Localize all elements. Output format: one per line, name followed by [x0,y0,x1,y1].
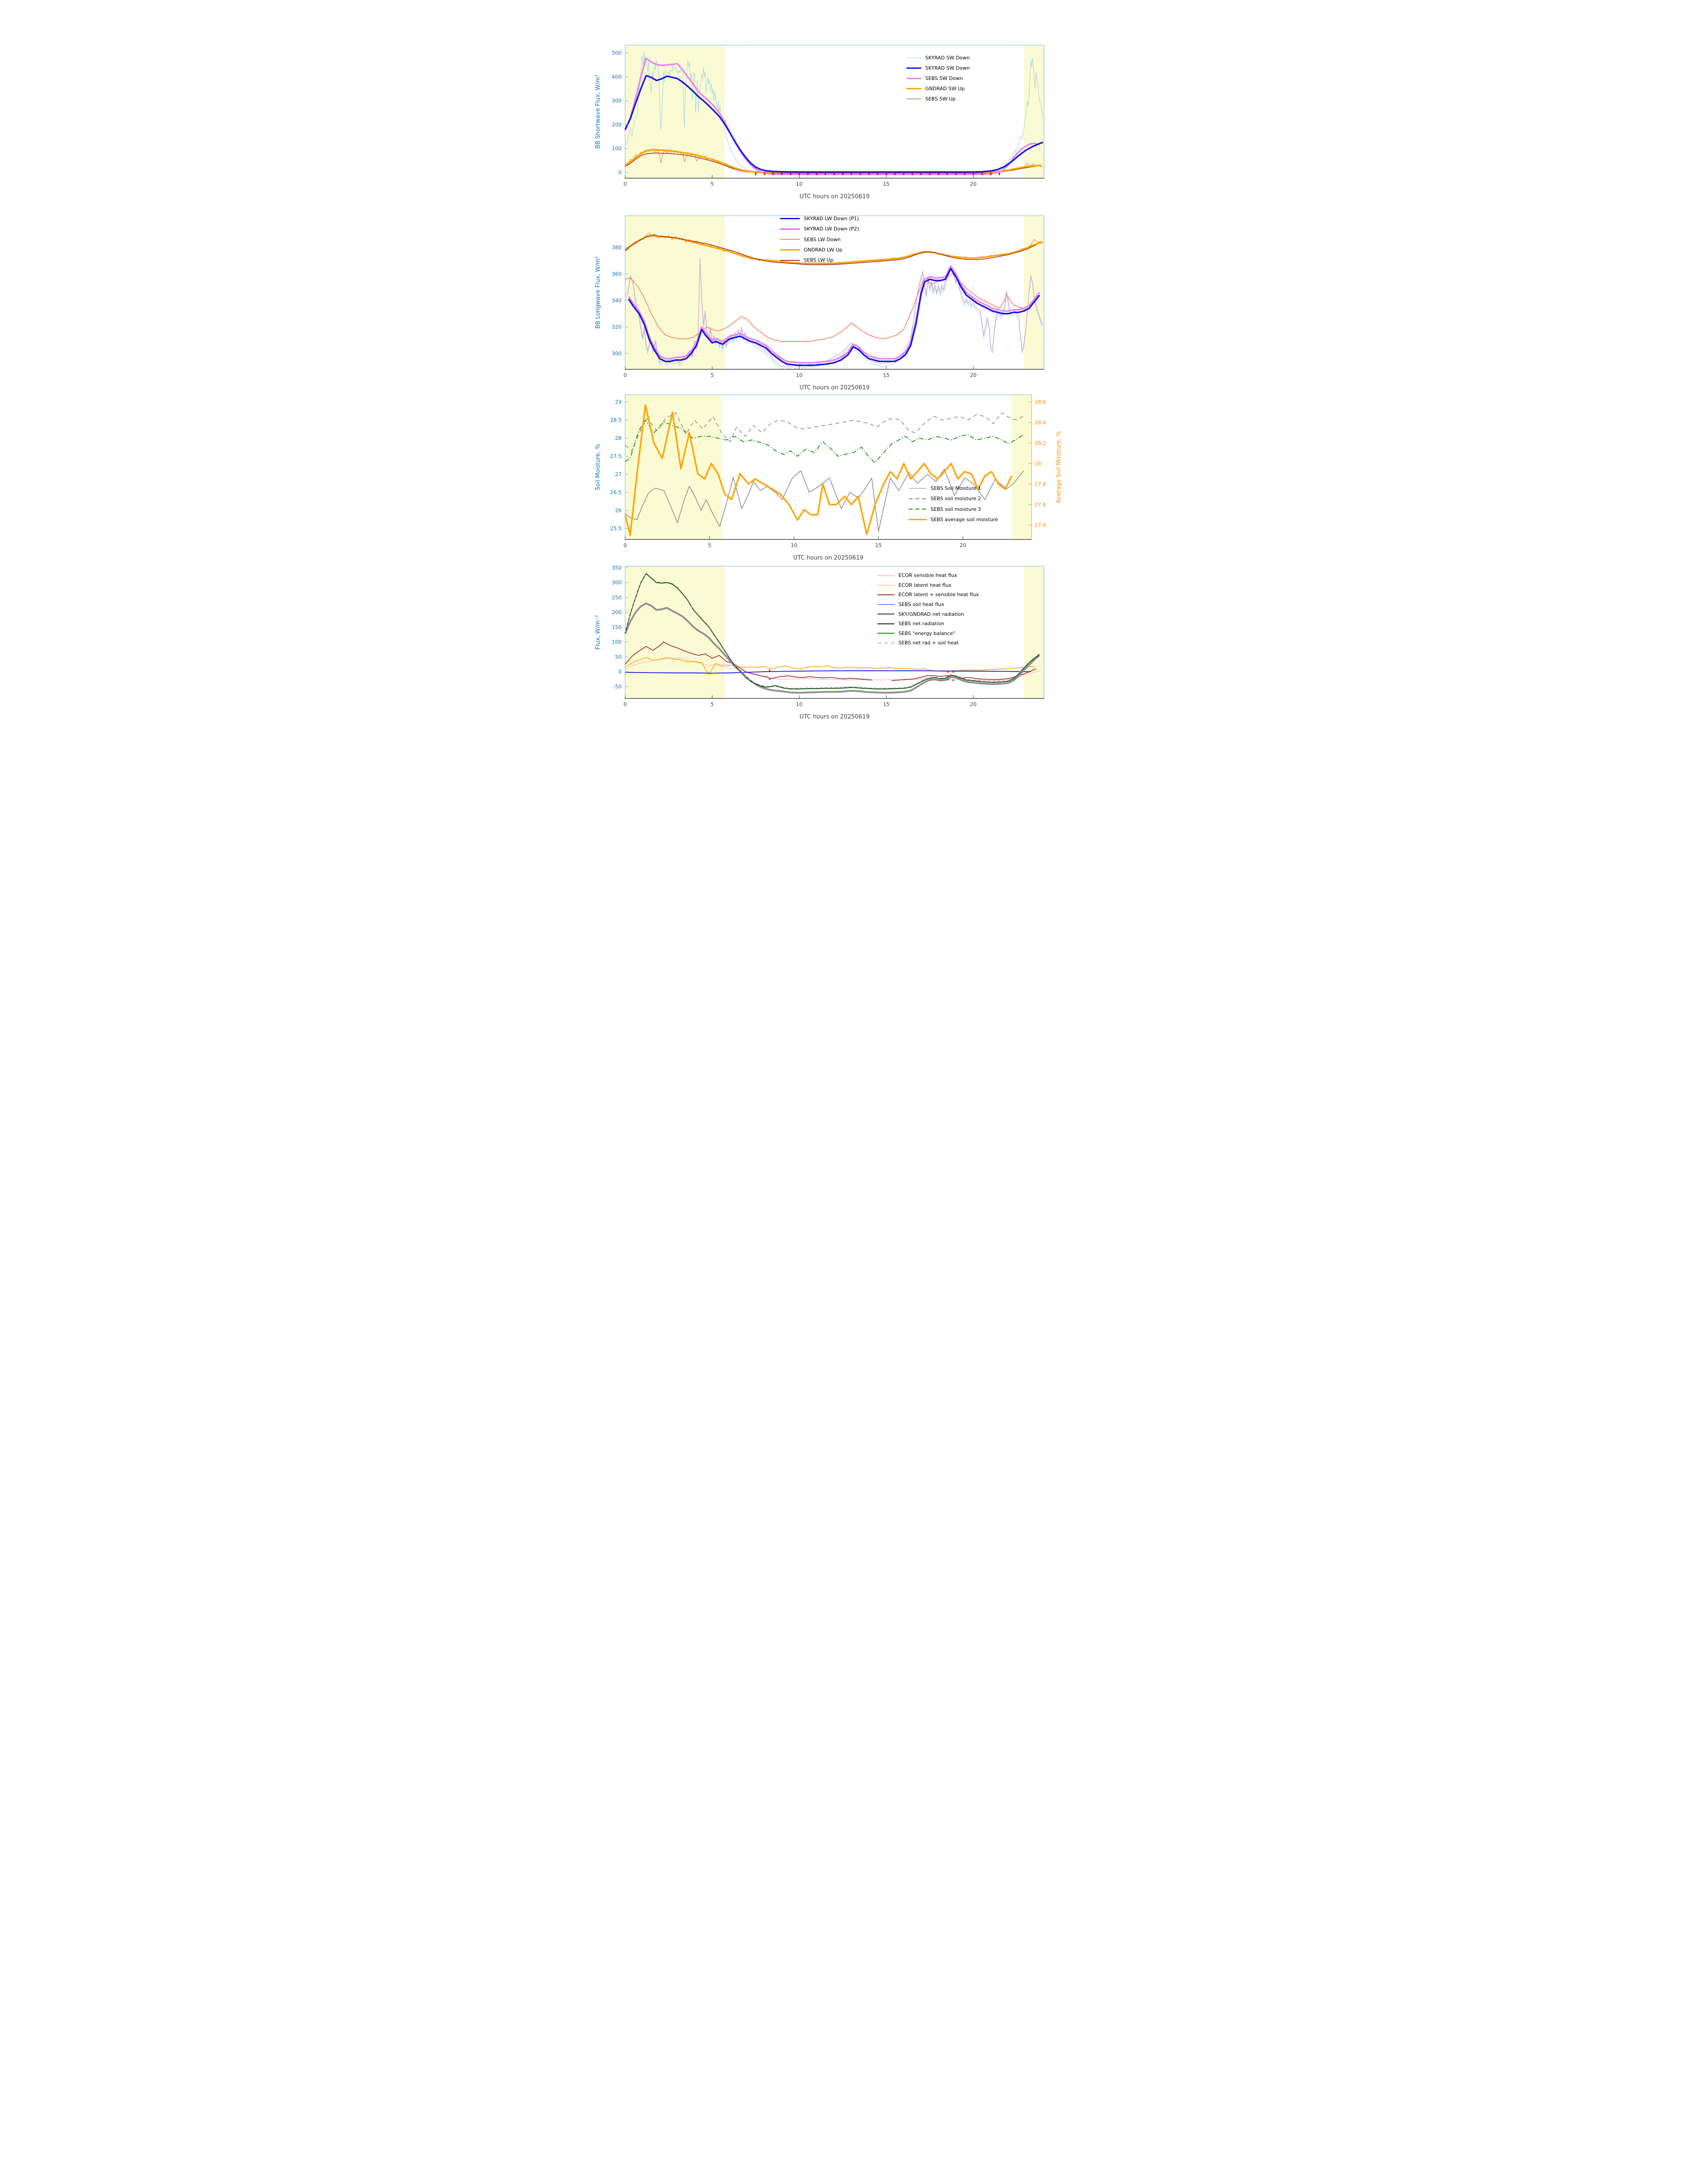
legend-label: GNDRAD SW Up [925,86,965,92]
qc-marker [964,174,965,175]
legend-item [877,619,979,629]
qc-marker [938,174,939,175]
legend-line-swatch [780,249,800,251]
y-tick-label: 200 [612,609,622,616]
x-tick-label: 15 [883,372,890,378]
qc-marker [885,174,887,175]
qc-marker [947,671,948,673]
legend-line-swatch [909,488,927,489]
legend-label: SEBS SW Up [925,96,956,102]
qc-marker [981,174,983,175]
legend-item [906,84,970,94]
y-tick-label: 50 [615,653,622,660]
x-tick-label: 0 [623,181,627,187]
qc-marker [973,174,974,175]
legend-item [906,73,970,84]
y-axis-title: Soil Moisture, % [595,443,601,491]
legend-line-swatch [877,613,894,615]
legend-item [909,483,998,493]
legend-line-swatch [906,88,921,90]
qc-marker [947,679,948,680]
legend-item [906,94,970,104]
legend-item [877,581,979,590]
legend-label: SEBS soil moisture 3 [931,506,981,512]
legend-label: SEBS soil moisture 2 [931,496,981,502]
qc-marker [947,174,948,175]
right-y-tick-label: 28.2 [1035,440,1046,446]
x-tick-label: 15 [875,542,882,548]
x-tick-label: 5 [710,372,714,378]
x-tick-label: 20 [970,701,977,707]
legend-item [909,493,998,504]
x-axis-title: UTC hours on 20250619 [793,555,864,561]
legend-line-swatch [877,604,894,605]
x-tick-label: 10 [796,701,803,707]
legend-line-swatch [877,594,894,595]
legend-item [906,53,970,63]
right-y-tick-label: 27.4 [1035,522,1046,528]
figure [569,0,1139,726]
qc-marker [894,174,896,175]
legend-label: ECOR latent heat flux [898,582,952,588]
y-tick-label: 25.5 [610,525,622,532]
qc-marker [798,174,800,175]
qc-marker [842,174,844,175]
x-tick-label: 20 [970,372,977,378]
y-tick-label: 100 [612,639,622,645]
y-tick-label: 0 [618,669,622,675]
legend-line-swatch [780,239,800,240]
y-tick-label: 400 [612,74,622,80]
qc-marker [769,678,770,680]
legend-item [877,638,979,648]
legend-item [877,600,979,610]
qc-marker [952,671,954,673]
x-axis-title: UTC hours on 20250619 [799,714,870,720]
qc-marker [998,174,1000,175]
y-tick-label: 360 [612,271,622,277]
qc-marker [868,174,869,175]
x-tick-label: 20 [960,542,966,548]
legend-line-swatch [877,633,894,634]
x-tick-label: 10 [796,372,803,378]
y-tick-label: 29 [615,399,622,405]
y-tick-label: 28 [615,435,622,442]
y-tick-label: 320 [612,324,622,330]
y-axis-title: BB Shortwave Flux, W/m² [595,75,601,149]
legend-label: SEBS net radiation [898,621,944,627]
x-tick-label: 20 [970,181,977,187]
legend-label: SKYRAD SW Down [925,55,970,61]
legend-item [780,234,859,245]
right-y-tick-label: 28.4 [1035,419,1046,426]
y-tick-label: 26 [615,507,622,514]
x-tick-label: 0 [623,701,627,707]
legend-label: SKY/GNDRAD net radiation [898,611,964,617]
qc-marker [877,174,878,175]
daylight-band [1024,566,1044,698]
qc-marker [903,174,904,175]
qc-marker [781,174,782,175]
legend-label: SEBS LW Down [804,236,841,242]
legend-line-swatch [877,623,894,624]
y-tick-label: 27.5 [610,453,622,460]
legend-line-swatch [780,218,800,220]
qc-marker [920,174,922,175]
y-tick-label: 250 [612,594,622,601]
legend-item [877,629,979,639]
legend-label: SKYRAD LW Down (P1) [804,216,859,222]
x-tick-label: 0 [623,372,627,378]
qc-marker [929,174,931,175]
qc-marker [990,174,991,175]
qc-marker [851,174,852,175]
daylight-band [1012,395,1031,539]
y-tick-label: 28.5 [610,417,622,423]
qc-marker [769,670,770,671]
legend-label: SEBS average soil moisture [931,517,998,523]
qc-marker [755,174,756,175]
qc-marker [833,174,835,175]
legend-line-swatch [877,585,894,586]
right-y-axis-title: Average Soil Moisture, % [1056,431,1062,503]
x-tick-label: 10 [796,181,803,187]
legend-item [780,245,859,255]
legend-item [780,224,859,234]
y-tick-label: 27 [615,471,622,478]
legend-item [877,571,979,581]
legend-item [780,255,859,265]
daylight-band [1024,45,1044,178]
legend-label: SEBS Soil Moisture 1 [931,485,981,492]
y-tick-label: 300 [612,350,622,357]
legend-line-swatch [906,67,921,69]
legend-line-swatch [906,99,921,100]
legend-item [906,63,970,73]
y-axis-title: Flux, W/m⁻² [595,615,601,650]
legend-label: SEBS LW Up [804,257,834,263]
legend-label: SEBS net rad + soil heat [898,640,959,646]
legend-label: SEBS SW Down [925,75,963,81]
qc-marker [773,174,774,175]
x-axis-title: UTC hours on 20250619 [799,384,870,391]
y-tick-label: 340 [612,297,622,304]
legend-line-swatch [906,78,921,79]
legend-item [780,213,859,224]
legend-line-swatch [780,260,800,261]
y-axis-title: BB Longwave Flux, W/m² [595,256,601,329]
qc-marker [764,174,765,175]
legend-item [877,590,979,600]
qc-marker [790,174,791,175]
y-tick-label: 500 [612,50,622,56]
y-tick-label: 200 [612,121,622,128]
qc-marker [952,680,954,681]
y-tick-label: 300 [612,97,622,104]
x-axis-title: UTC hours on 20250619 [799,193,870,200]
qc-marker [825,174,826,175]
right-y-tick-label: 28 [1035,460,1041,467]
legend-line-swatch [909,519,927,521]
qc-marker [816,174,817,175]
legend-1 [906,53,970,104]
legend-label: SKYRAD LW Down (P2) [804,226,859,232]
right-y-tick-label: 28.6 [1035,399,1046,405]
four-panel-flux-chart [569,0,1139,726]
x-tick-label: 15 [883,701,890,707]
legend-label: SEBS "energy balance" [898,630,956,636]
x-tick-label: 5 [708,542,711,548]
legend-item [877,609,979,619]
qc-marker [807,174,809,175]
legend-label: ECOR sensible heat flux [898,572,957,579]
legend-label: SKYRAD SW Down [925,65,970,71]
y-tick-label: 26.5 [610,489,622,496]
legend-2 [780,213,859,265]
y-tick-label: 350 [612,564,622,571]
legend-4 [877,571,979,648]
legend-line-swatch [909,509,927,510]
legend-line-swatch [877,575,894,576]
x-tick-label: 5 [710,181,714,187]
x-tick-label: 10 [790,542,798,548]
legend-3 [909,483,998,525]
qc-marker [955,174,956,175]
legend-line-swatch [780,228,800,230]
x-tick-label: 5 [710,701,714,707]
y-tick-label: 100 [612,145,622,152]
x-tick-label: 0 [623,542,627,548]
y-tick-label: 0 [618,169,622,176]
legend-line-swatch [909,498,927,499]
x-tick-label: 15 [883,181,890,187]
legend-label: GNDRAD LW Up [804,247,843,253]
legend-item [909,504,998,514]
daylight-band [625,216,724,369]
y-tick-label: 150 [612,624,622,631]
legend-label: ECOR latent + sensible heat flux [898,592,979,598]
right-y-tick-label: 27.8 [1035,481,1046,487]
qc-marker [912,174,913,175]
right-y-tick-label: 27.6 [1035,501,1046,508]
y-tick-label: -50 [613,683,622,690]
legend-item [909,514,998,525]
qc-marker [860,174,861,175]
legend-label: SEBS soil heat flux [898,602,944,608]
y-tick-label: 300 [612,579,622,586]
y-tick-label: 380 [612,244,622,251]
